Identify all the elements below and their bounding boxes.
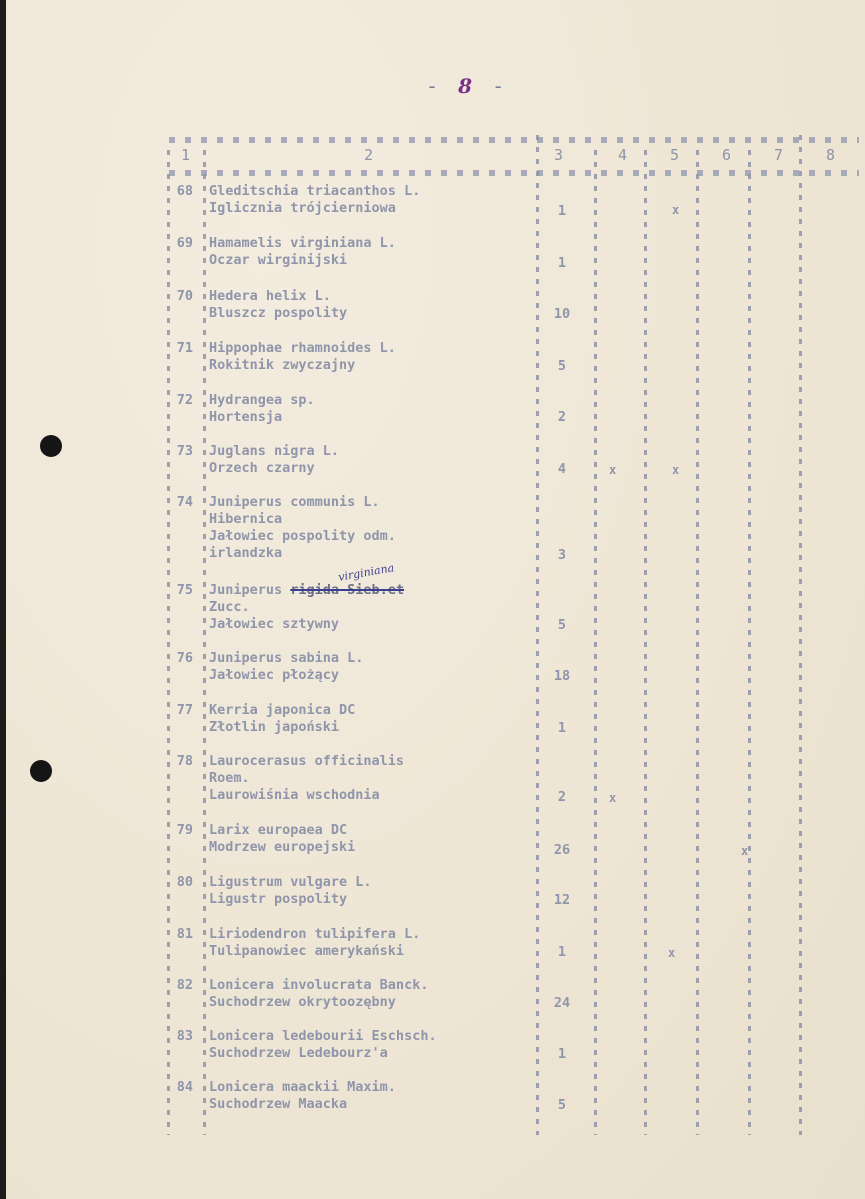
row-number: 79 [176, 822, 193, 838]
page-number: - 8 - [426, 74, 509, 98]
botanical-name: Kerria japonica DC [209, 702, 356, 718]
botanical-name: Juniperus rigida Sieb.et [209, 582, 405, 598]
quantity: 5 [557, 1097, 567, 1113]
document-page [6, 0, 865, 1199]
row-number: 82 [176, 977, 193, 993]
botanical-name: Laurocerasus officinalis [209, 753, 405, 769]
botanical-name: Juniperus communis L. [209, 494, 380, 510]
botanical-name: Lonicera ledebourii Eschsch. [209, 1028, 437, 1044]
row-number: 71 [176, 340, 193, 356]
col-header-1: 1 [181, 146, 191, 164]
botanical-name: Hydrangea sp. [209, 392, 315, 408]
polish-name: Orzech czarny [209, 460, 315, 476]
botanical-name: Ligustrum vulgare L. [209, 874, 372, 890]
polish-name: Iglicznia trójcierniowa [209, 200, 396, 216]
botanical-name: Larix europaea DC [209, 822, 348, 838]
quantity: 1 [557, 1046, 567, 1062]
botanical-name: Liriodendron tulipifera L. [209, 926, 421, 942]
mark-col-4: x [609, 463, 617, 477]
mark-col-5: x [668, 946, 676, 960]
handwritten-correction: virginiana [337, 561, 396, 584]
col-header-8: 8 [826, 146, 836, 164]
row-number: 69 [176, 235, 193, 251]
column-divider [748, 150, 751, 1135]
column-divider [594, 150, 597, 1135]
quantity: 2 [557, 409, 567, 425]
botanical-name: Juglans nigra L. [209, 443, 340, 459]
quantity: 5 [557, 617, 567, 633]
mark-col-5: x [672, 463, 680, 477]
quantity: 12 [553, 892, 571, 908]
column-divider [799, 135, 802, 1135]
col-header-2: 2 [364, 146, 374, 164]
polish-name: Suchodrzew Maacka [209, 1096, 348, 1112]
row-number: 81 [176, 926, 193, 942]
polish-name: Złotlin japoński [209, 719, 340, 735]
mark-col-5: x [672, 203, 680, 217]
polish-name: Hortensja [209, 409, 283, 425]
row-number: 83 [176, 1028, 193, 1044]
polish-name: Laurowiśnia wschodnia [209, 787, 380, 803]
row-number: 76 [176, 650, 193, 666]
botanical-name: Lonicera involucrata Banck. [209, 977, 429, 993]
column-divider [696, 150, 699, 1135]
table-top-border [169, 137, 859, 143]
mark-col-6: x [741, 844, 749, 858]
column-divider [536, 135, 539, 1135]
row-number: 80 [176, 874, 193, 890]
author-name: Zucc. [209, 599, 250, 615]
polish-name: Jałowiec płożący [209, 667, 340, 683]
botanical-name: Lonicera maackii Maxim. [209, 1079, 396, 1095]
quantity: 1 [557, 255, 567, 271]
row-number: 74 [176, 494, 193, 510]
table-header-border [169, 170, 859, 176]
author-name: Roem. [209, 770, 250, 786]
quantity: 10 [553, 306, 571, 322]
cultivar-name: Hibernica [209, 511, 283, 527]
quantity: 2 [557, 789, 567, 805]
botanical-name: Hedera helix L. [209, 288, 331, 304]
quantity: 1 [557, 203, 567, 219]
row-number: 70 [176, 288, 193, 304]
quantity: 1 [557, 944, 567, 960]
polish-name: Suchodrzew okrytoozębny [209, 994, 396, 1010]
quantity: 3 [557, 547, 567, 563]
polish-name: Bluszcz pospolity [209, 305, 348, 321]
row-number: 78 [176, 753, 193, 769]
row-number: 72 [176, 392, 193, 408]
quantity: 26 [553, 842, 571, 858]
col-header-5: 5 [670, 146, 680, 164]
quantity: 24 [553, 995, 571, 1011]
row-number: 68 [176, 183, 193, 199]
punch-hole-top [40, 435, 62, 457]
row-number: 75 [176, 582, 193, 598]
col-header-3: 3 [554, 146, 564, 164]
row-number: 84 [176, 1079, 193, 1095]
botanical-name: Hamamelis virginiana L. [209, 235, 396, 251]
polish-name: Ligustr pospolity [209, 891, 348, 907]
polish-name: Oczar wirginijski [209, 252, 348, 268]
punch-hole-bottom [30, 760, 52, 782]
row-number: 77 [176, 702, 193, 718]
struck-epithet: rigida Sieb.et [290, 582, 405, 598]
column-divider [644, 150, 647, 1135]
quantity: 18 [553, 668, 571, 684]
col-header-6: 6 [722, 146, 732, 164]
botanical-name: Gleditschia triacanthos L. [209, 183, 421, 199]
botanical-name: Juniperus sabina L. [209, 650, 364, 666]
polish-name: Rokitnik zwyczajny [209, 357, 356, 373]
polish-name: Jałowiec pospolity odm. [209, 528, 396, 544]
quantity: 5 [557, 358, 567, 374]
mark-col-4: x [609, 791, 617, 805]
row-number: 73 [176, 443, 193, 459]
polish-name: Tulipanowiec amerykański [209, 943, 405, 959]
polish-name: Modrzew europejski [209, 839, 356, 855]
col-header-7: 7 [774, 146, 784, 164]
polish-name-cont: irlandzka [209, 545, 283, 561]
quantity: 4 [557, 461, 567, 477]
quantity: 1 [557, 720, 567, 736]
polish-name: Suchodrzew Ledebourz'a [209, 1045, 388, 1061]
botanical-name: Hippophae rhamnoides L. [209, 340, 396, 356]
column-divider [203, 150, 206, 1135]
polish-name: Jałowiec sztywny [209, 616, 340, 632]
col-header-4: 4 [618, 146, 628, 164]
